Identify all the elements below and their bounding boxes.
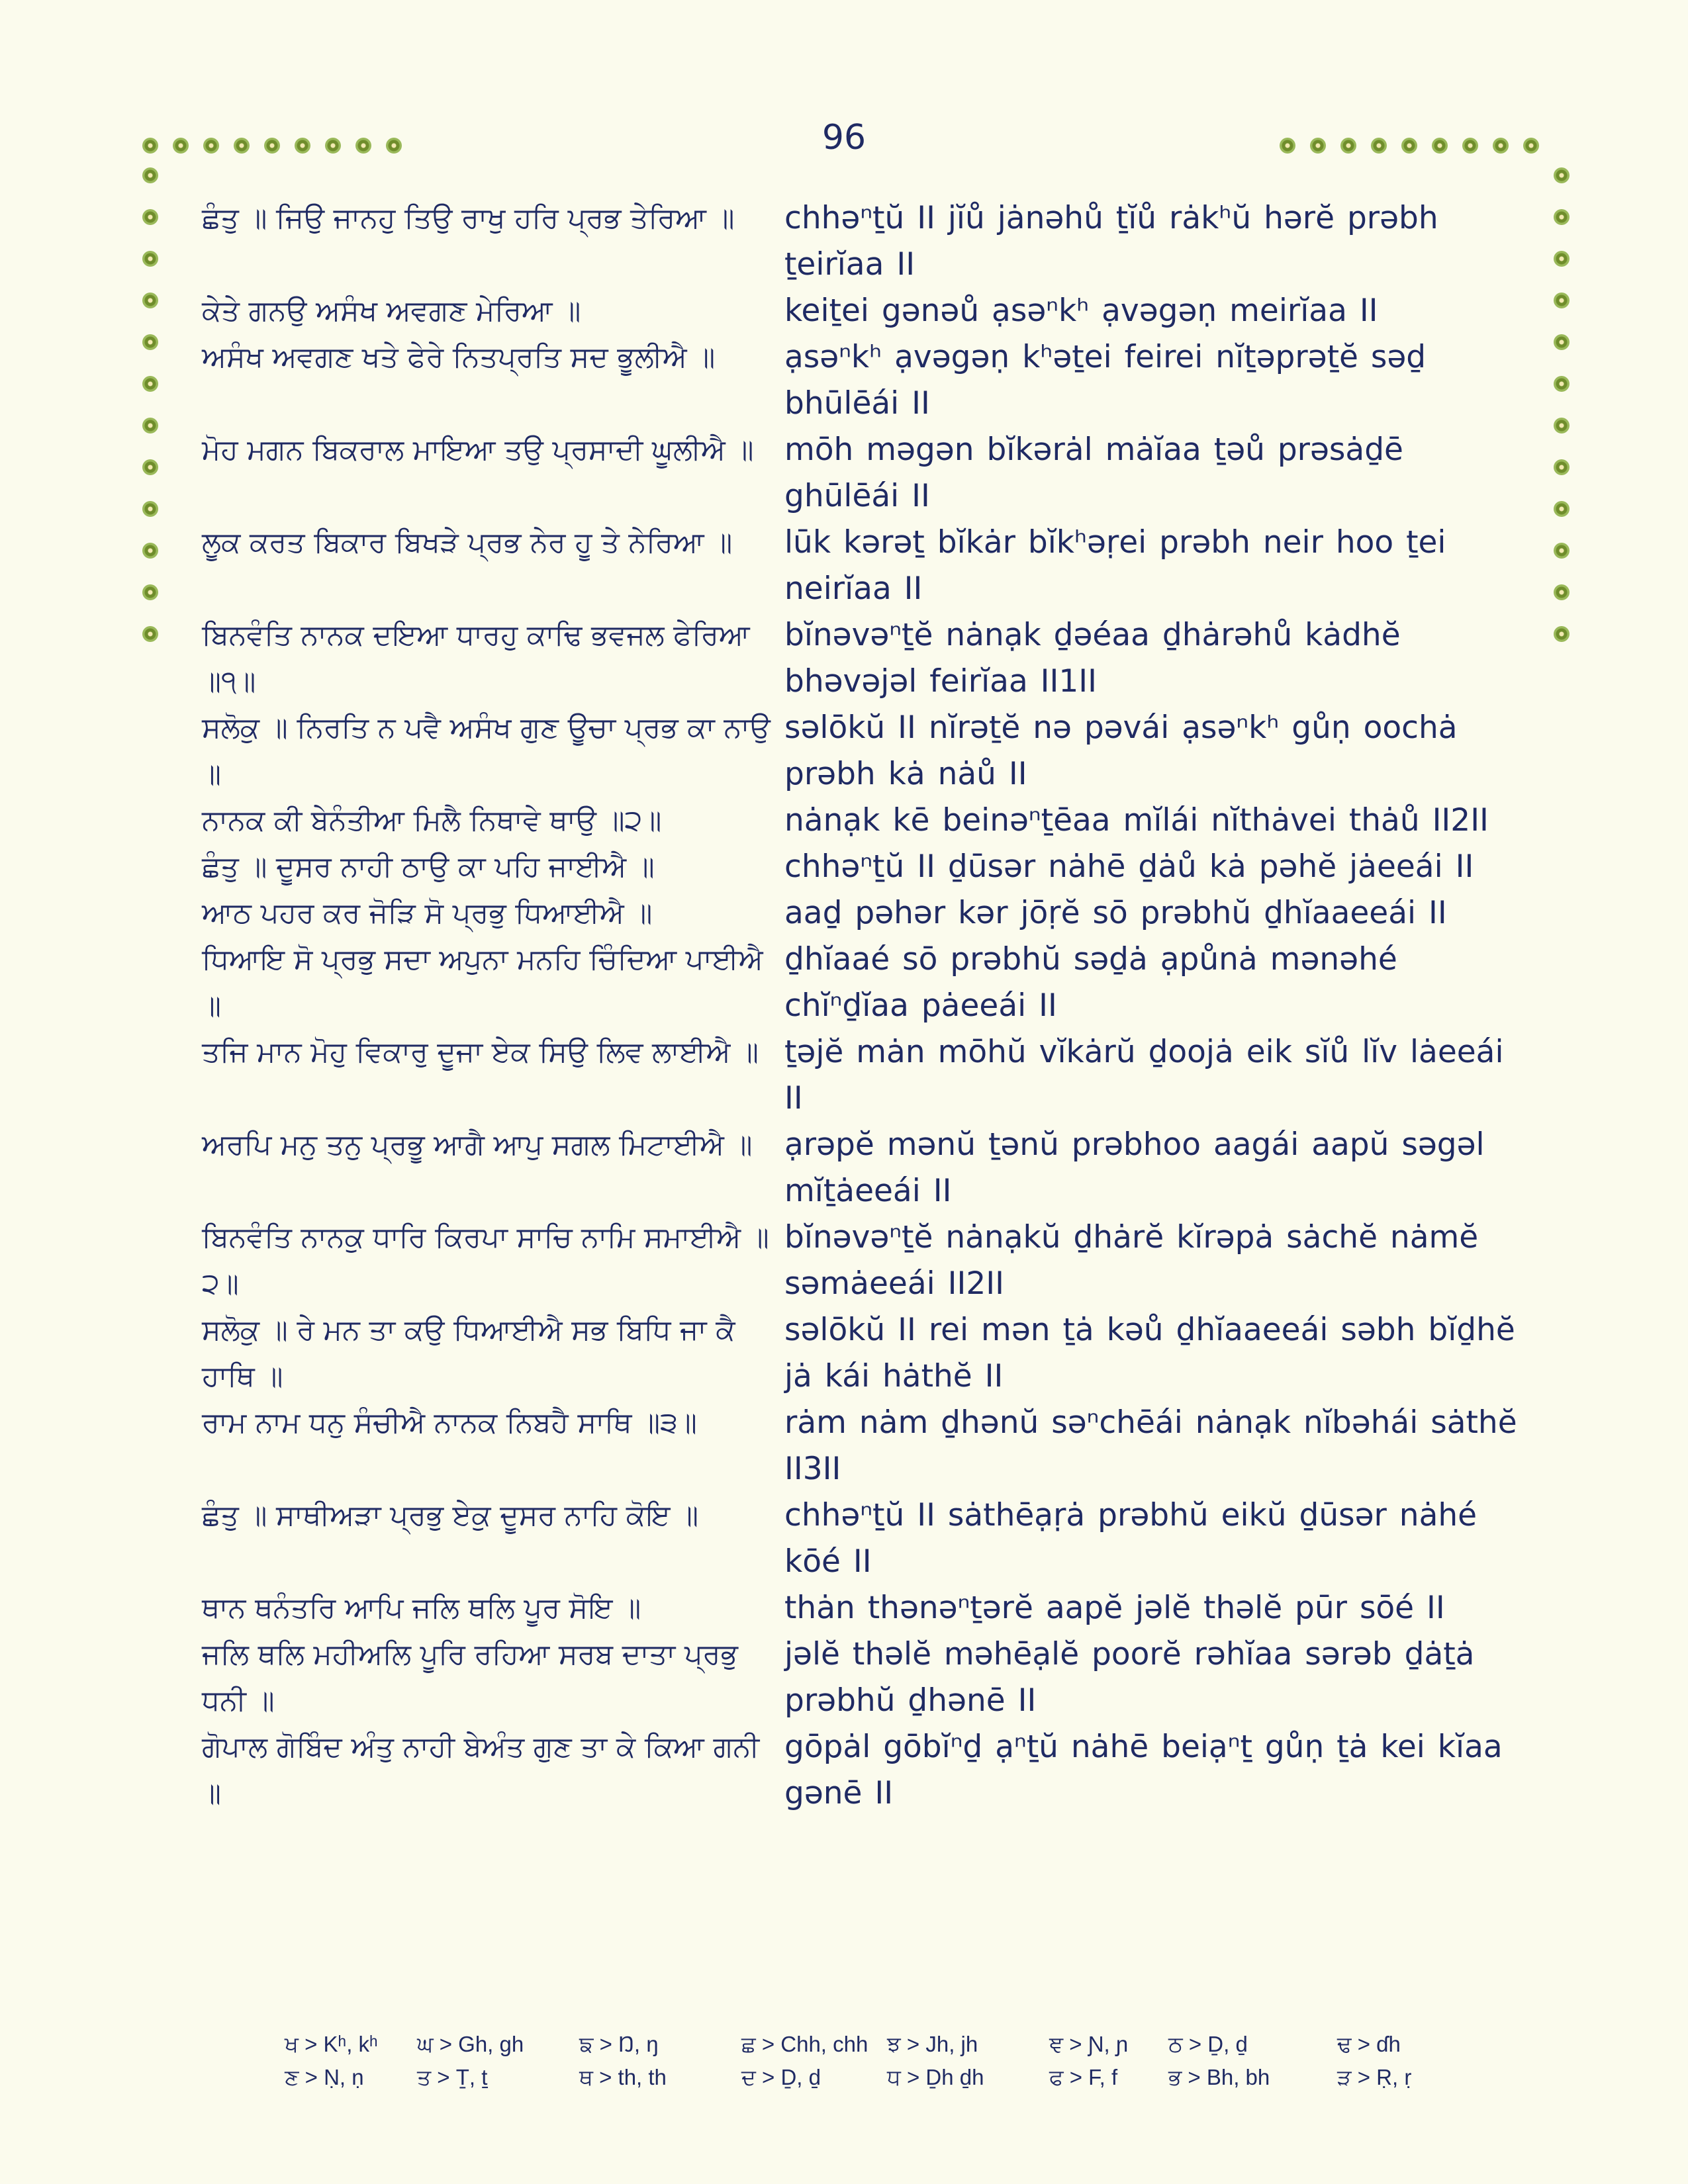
flower-icon [140,249,160,269]
transliteration-line: ạsəⁿkʰ ạvəgəṇ kʰəṯei feirei nĭṯəprəṯĕ səḏ bhūlēái II [784,339,1427,422]
transliteration-line: thȧn thənəⁿṯərĕ aapĕ jəlĕ thəlĕ pūr sōé II [784,1590,1445,1626]
flower-icon [1521,136,1541,156]
transliteration-line: lūk kərəṯ bĭkȧr bĭkʰəṛei prəbh neir hoo ṯei neirĭaa II [784,524,1446,607]
transliteration-line: rȧm nȧm ḏhənŭ səⁿchēái nȧnạk nĭbəhái sȧthĕ II3II [784,1404,1517,1487]
gurmukhi-line: ਕੇਤੇ ਗਨਉ ਅਸੰਖ ਅਵਗਣ ਮੇਰਿਆ ॥ [202,295,581,328]
flower-icon [140,624,160,644]
gurmukhi-line: ਆਠ ਪਹਰ ਕਰ ਜੋੜਿ ਸੋ ਪ੍ਰਭੁ ਧਿਆਈਐ ॥ [202,897,653,930]
flower-icon [1552,207,1571,227]
flower-icon [1308,136,1328,156]
transliteration-line: ḏhĭaaé sō prəbhŭ səḏȧ ạpůnȧ mənəhé chĭⁿḏĭaa pȧeeái II [784,941,1397,1024]
flower-icon [140,165,160,185]
transliteration-line: nȧnạk kē beinəⁿṯēaa mĭlái nĭthȧvei thȧů II2II [784,802,1489,839]
gurmukhi-line: ਅਸੰਖ ਅਵਗਣ ਖਤੇ ਫੇਰੇ ਨਿਤਪ੍ਰਤਿ ਸਦ ਭੂਲੀਐ ॥ [202,341,716,374]
legend-item: ਫ > F, f [1049,2065,1118,2089]
flower-icon [140,332,160,352]
flower-icon [384,136,404,156]
flower-icon [1552,332,1571,352]
verse-table [202,195,1523,1817]
verse-row [202,520,1523,612]
flower-icon [353,136,373,156]
gurmukhi-line: ਗੋਪਾਲ ਗੋਬਿੰਦ ਅੰਤੁ ਨਾਹੀ ਬੇਅੰਤ ਗੁਣ ਤਾ ਕੇ ਕਿਆ ਗਨੀ ॥ [202,1731,760,1810]
transliteration-line: ṯəjĕ mȧn mōhŭ vĭkȧrŭ ḏoojȧ eik sĭů lĭv lȧeeái II [784,1034,1504,1116]
legend-item: ਖ > Kʰ, kʰ [285,2032,378,2056]
gurmukhi-line: ਬਿਨਵੰਤਿ ਨਾਨਕ ਦਇਆ ਧਾਰਹੁ ਕਾਢਿ ਭਵਜਲ ਫੇਰਿਆ ॥੧॥ [202,619,750,698]
verse-row [202,705,1523,797]
transliteration-line: səlōkŭ II rei mən ṯȧ kəů ḏhĭaaeeái səbh bĭḏhĕ jȧ kái hȧthĕ II [784,1312,1515,1394]
verse-row [202,195,1523,288]
legend-item: ਞ > Ɲ, ɲ [1049,2032,1129,2056]
verse-row [202,844,1523,890]
legend-item: ਢ > ɗh [1337,2032,1401,2056]
verse-row [202,936,1523,1029]
gurmukhi-line: ਜਲਿ ਥਲਿ ਮਹੀਅਲਿ ਪੂਰਿ ਰਹਿਆ ਸਰਬ ਦਾਤਾ ਪ੍ਰਭੁ ਧਨੀ ॥ [202,1638,738,1717]
flower-icon [140,541,160,561]
flower-icon [1460,136,1480,156]
gurmukhi-line: ਧਿਆਇ ਸੋ ਪ੍ਰਭੁ ਸਦਾ ਅਪੁਨਾ ਮਨਹਿ ਚਿੰਦਿਆ ਪਾਈਐ ॥ [202,943,763,1023]
gurmukhi-line: ਛੰਤੁ ॥ ਸਾਥੀਅੜਾ ਪ੍ਰਭੁ ਏਕੁ ਦੂਸਰ ਨਾਹਿ ਕੋਇ ॥ [202,1499,699,1532]
flower-icon [262,136,282,156]
flower-icon [140,457,160,477]
verse-row [202,1307,1523,1400]
flower-icon [1552,624,1571,644]
verse-row [202,1029,1523,1122]
legend-row [285,2065,1476,2098]
gurmukhi-line: ਮੋਹ ਮਗਨ ਬਿਕਰਾਲ ਮਾਇਆ ਤਉ ਪ੍ਰਸਾਦੀ ਘੂਲੀਐ ॥ [202,433,754,467]
flower-icon [1552,165,1571,185]
verse-row [202,1492,1523,1585]
flower-icon [1552,416,1571,435]
gurmukhi-line: ਅਰਪਿ ਮਨੁ ਤਨੁ ਪ੍ਰਭੂ ਆਗੈ ਆਪੁ ਸਗਲ ਮਿਟਾਈਐ ॥ [202,1128,753,1161]
legend-item: ਝ > Jh, jh [887,2032,978,2056]
gurmukhi-line: ਸਲੋਕੁ ॥ ਰੇ ਮਨ ਤਾ ਕਉ ਧਿਆਈਐ ਸਭ ਬਿਧਿ ਜਾ ਕੈ ਹਾਥਿ ॥ [202,1314,735,1393]
verse-row [202,427,1523,520]
flower-icon [1552,582,1571,602]
transliteration-line: chhəⁿṯŭ II sȧthēạṛȧ prəbhŭ eikŭ ḏūsər nȧhé kōé II [784,1497,1477,1580]
transliteration-line: mōh məgən bĭkərȧl mȧĭaa ṯəů prəsȧḏē ghūlēái II [784,432,1403,514]
flower-icon [140,207,160,227]
gurmukhi-line: ਸਲੋਕੁ ॥ ਨਿਰਤਿ ਨ ਪਵੈ ਅਸੰਖ ਗੁਣ ਊਚਾ ਪ੍ਰਭ ਕਾ ਨਾਉ ॥ [202,711,771,791]
flower-icon [293,136,312,156]
flower-icon [140,416,160,435]
page-number: 96 [821,118,867,158]
flower-icon [1430,136,1450,156]
gurmukhi-line: ਰਾਮ ਨਾਮ ਧਨੁ ਸੰਚੀਐ ਨਾਨਕ ਨਿਬਹੈ ਸਾਥਿ ॥੩॥ [202,1406,697,1439]
flower-icon [140,291,160,310]
flower-icon [171,136,191,156]
gurmukhi-line: ਥਾਨ ਥਨੰਤਰਿ ਆਪਿ ਜਲਿ ਥਲਿ ਪੂਰ ਸੋਇ ॥ [202,1592,641,1625]
transliteration-line: bĭnəvəⁿṯĕ nȧnạkŭ ḏhȧrĕ kĭrəpȧ sȧchĕ nȧmĕ səmȧeeái II2II [784,1219,1479,1302]
legend-item: ਠ > Ḏ, ḏ [1168,2032,1248,2056]
gurmukhi-line: ਲੂਕ ਕਰਤ ਬਿਕਾਰ ਬਿਖੜੇ ਪ੍ਰਭ ਨੇਰ ਹੂ ਤੇ ਨੇਰਿਆ ॥ [202,526,733,559]
verse-row [202,612,1523,705]
verse-row [202,334,1523,427]
transliteration-line: jəlĕ thəlĕ məhēạlĕ poorĕ rəhĭaa sərəb ḏȧṯȧ prəbhŭ ḏhənē II [784,1636,1475,1719]
legend-item: ਥ > th, th [579,2065,667,2089]
legend-item: ਘ > Gh, gh [417,2032,524,2056]
flower-icon [1278,136,1297,156]
verse-row [202,1631,1523,1724]
verse-row [202,890,1523,936]
verse-row [202,1214,1523,1307]
flower-icon [1552,291,1571,310]
decorative-border-top-left [140,136,414,165]
transliteration-line: aaḏ pəhər kər jōṛĕ sō prəbhŭ ḏhĭaaeeái II [784,895,1447,931]
legend-item: ੜ > Ṛ, ṛ [1337,2065,1412,2089]
transliteration-legend [285,2032,1476,2098]
transliteration-line: keiṯei gənəů ạsəⁿkʰ ạvəgəṇ meirĭaa II [784,293,1378,329]
transliteration-line: səlōkŭ II nĭrəṯĕ nə pəvái ạsəⁿkʰ gůṇ oochȧ prəbh kȧ nȧů II [784,709,1458,792]
flower-icon [232,136,252,156]
verse-row [202,1400,1523,1492]
flower-icon [1552,499,1571,519]
transliteration-line: ạrəpĕ mənŭ ṯənŭ prəbhoo aagái aapŭ səgəl mĭṯȧeeái II [784,1126,1485,1209]
flower-icon [1552,457,1571,477]
flower-icon [1399,136,1419,156]
legend-item: ਣ > Ṇ, ṇ [285,2065,364,2089]
flower-icon [140,374,160,394]
legend-item: ਧ > Ḏh ḏh [887,2065,984,2089]
flower-icon [140,582,160,602]
legend-item: ਙ > Ŋ, ŋ [579,2032,659,2056]
flower-icon [1369,136,1389,156]
verse-row [202,1724,1523,1817]
gurmukhi-line: ਨਾਨਕ ਕੀ ਬੇਨੰਤੀਆ ਮਿਲੈ ਨਿਥਾਵੇ ਥਾਉ ॥੨॥ [202,804,662,837]
decorative-border-right [1552,165,1581,666]
decorative-border-left [140,165,169,666]
verse-row [202,1122,1523,1214]
verse-row [202,1585,1523,1631]
flower-icon [1552,374,1571,394]
flower-icon [1552,249,1571,269]
legend-row [285,2032,1476,2065]
gurmukhi-line: ਛੰਤੁ ॥ ਦੂਸਰ ਨਾਹੀ ਠਾਉ ਕਾ ਪਹਿ ਜਾਈਐ ॥ [202,850,655,884]
gurmukhi-line: ਤਜਿ ਮਾਨ ਮੋਹੁ ਵਿਕਾਰੁ ਦੂਜਾ ਏਕ ਸਿਉ ਲਿਵ ਲਾਈਐ ॥ [202,1036,759,1069]
transliteration-line: bĭnəvəⁿṯĕ nȧnạk ḏəéaa ḏhȧrəhů kȧdhĕ bhəvəjəl feirĭaa II1II [784,617,1401,700]
legend-item: ਦ > Ḏ, ḏ [741,2065,821,2089]
flower-icon [201,136,221,156]
gurmukhi-line: ਬਿਨਵੰਤਿ ਨਾਨਕੁ ਧਾਰਿ ਕਿਰਪਾ ਸਾਚਿ ਨਾਮਿ ਸਮਾਈਐ ॥੨॥ [202,1221,769,1300]
flower-icon [1552,541,1571,561]
flower-icon [140,136,160,156]
decorative-border-top-right [1278,136,1552,165]
legend-item: ਭ > Bh, bh [1168,2065,1270,2089]
flower-icon [140,499,160,519]
gurmukhi-line: ਛੰਤੁ ॥ ਜਿਉ ਜਾਨਹੁ ਤਿਉ ਰਾਖੁ ਹਰਿ ਪ੍ਰਭ ਤੇਰਿਆ ॥ [202,202,735,235]
flower-icon [323,136,343,156]
verse-row [202,288,1523,334]
verse-row [202,797,1523,844]
flower-icon [1491,136,1511,156]
legend-item: ਤ > Ṯ, ṯ [417,2065,488,2089]
transliteration-line: chhəⁿṯŭ II jĭů jȧnəhů ṯĭů rȧkʰŭ hərĕ prəbh ṯeirĭaa II [784,200,1438,283]
transliteration-line: chhəⁿṯŭ II ḏūsər nȧhē ḏȧů kȧ pəhĕ jȧeeái II [784,848,1474,885]
legend-item: ਛ > Chh, chh [741,2032,868,2056]
transliteration-line: gōpȧl gōbĭⁿḏ ạⁿṯŭ nȧhē beiạⁿṯ gůṇ ṯȧ kei kĭaa gənē II [784,1729,1503,1811]
flower-icon [1338,136,1358,156]
